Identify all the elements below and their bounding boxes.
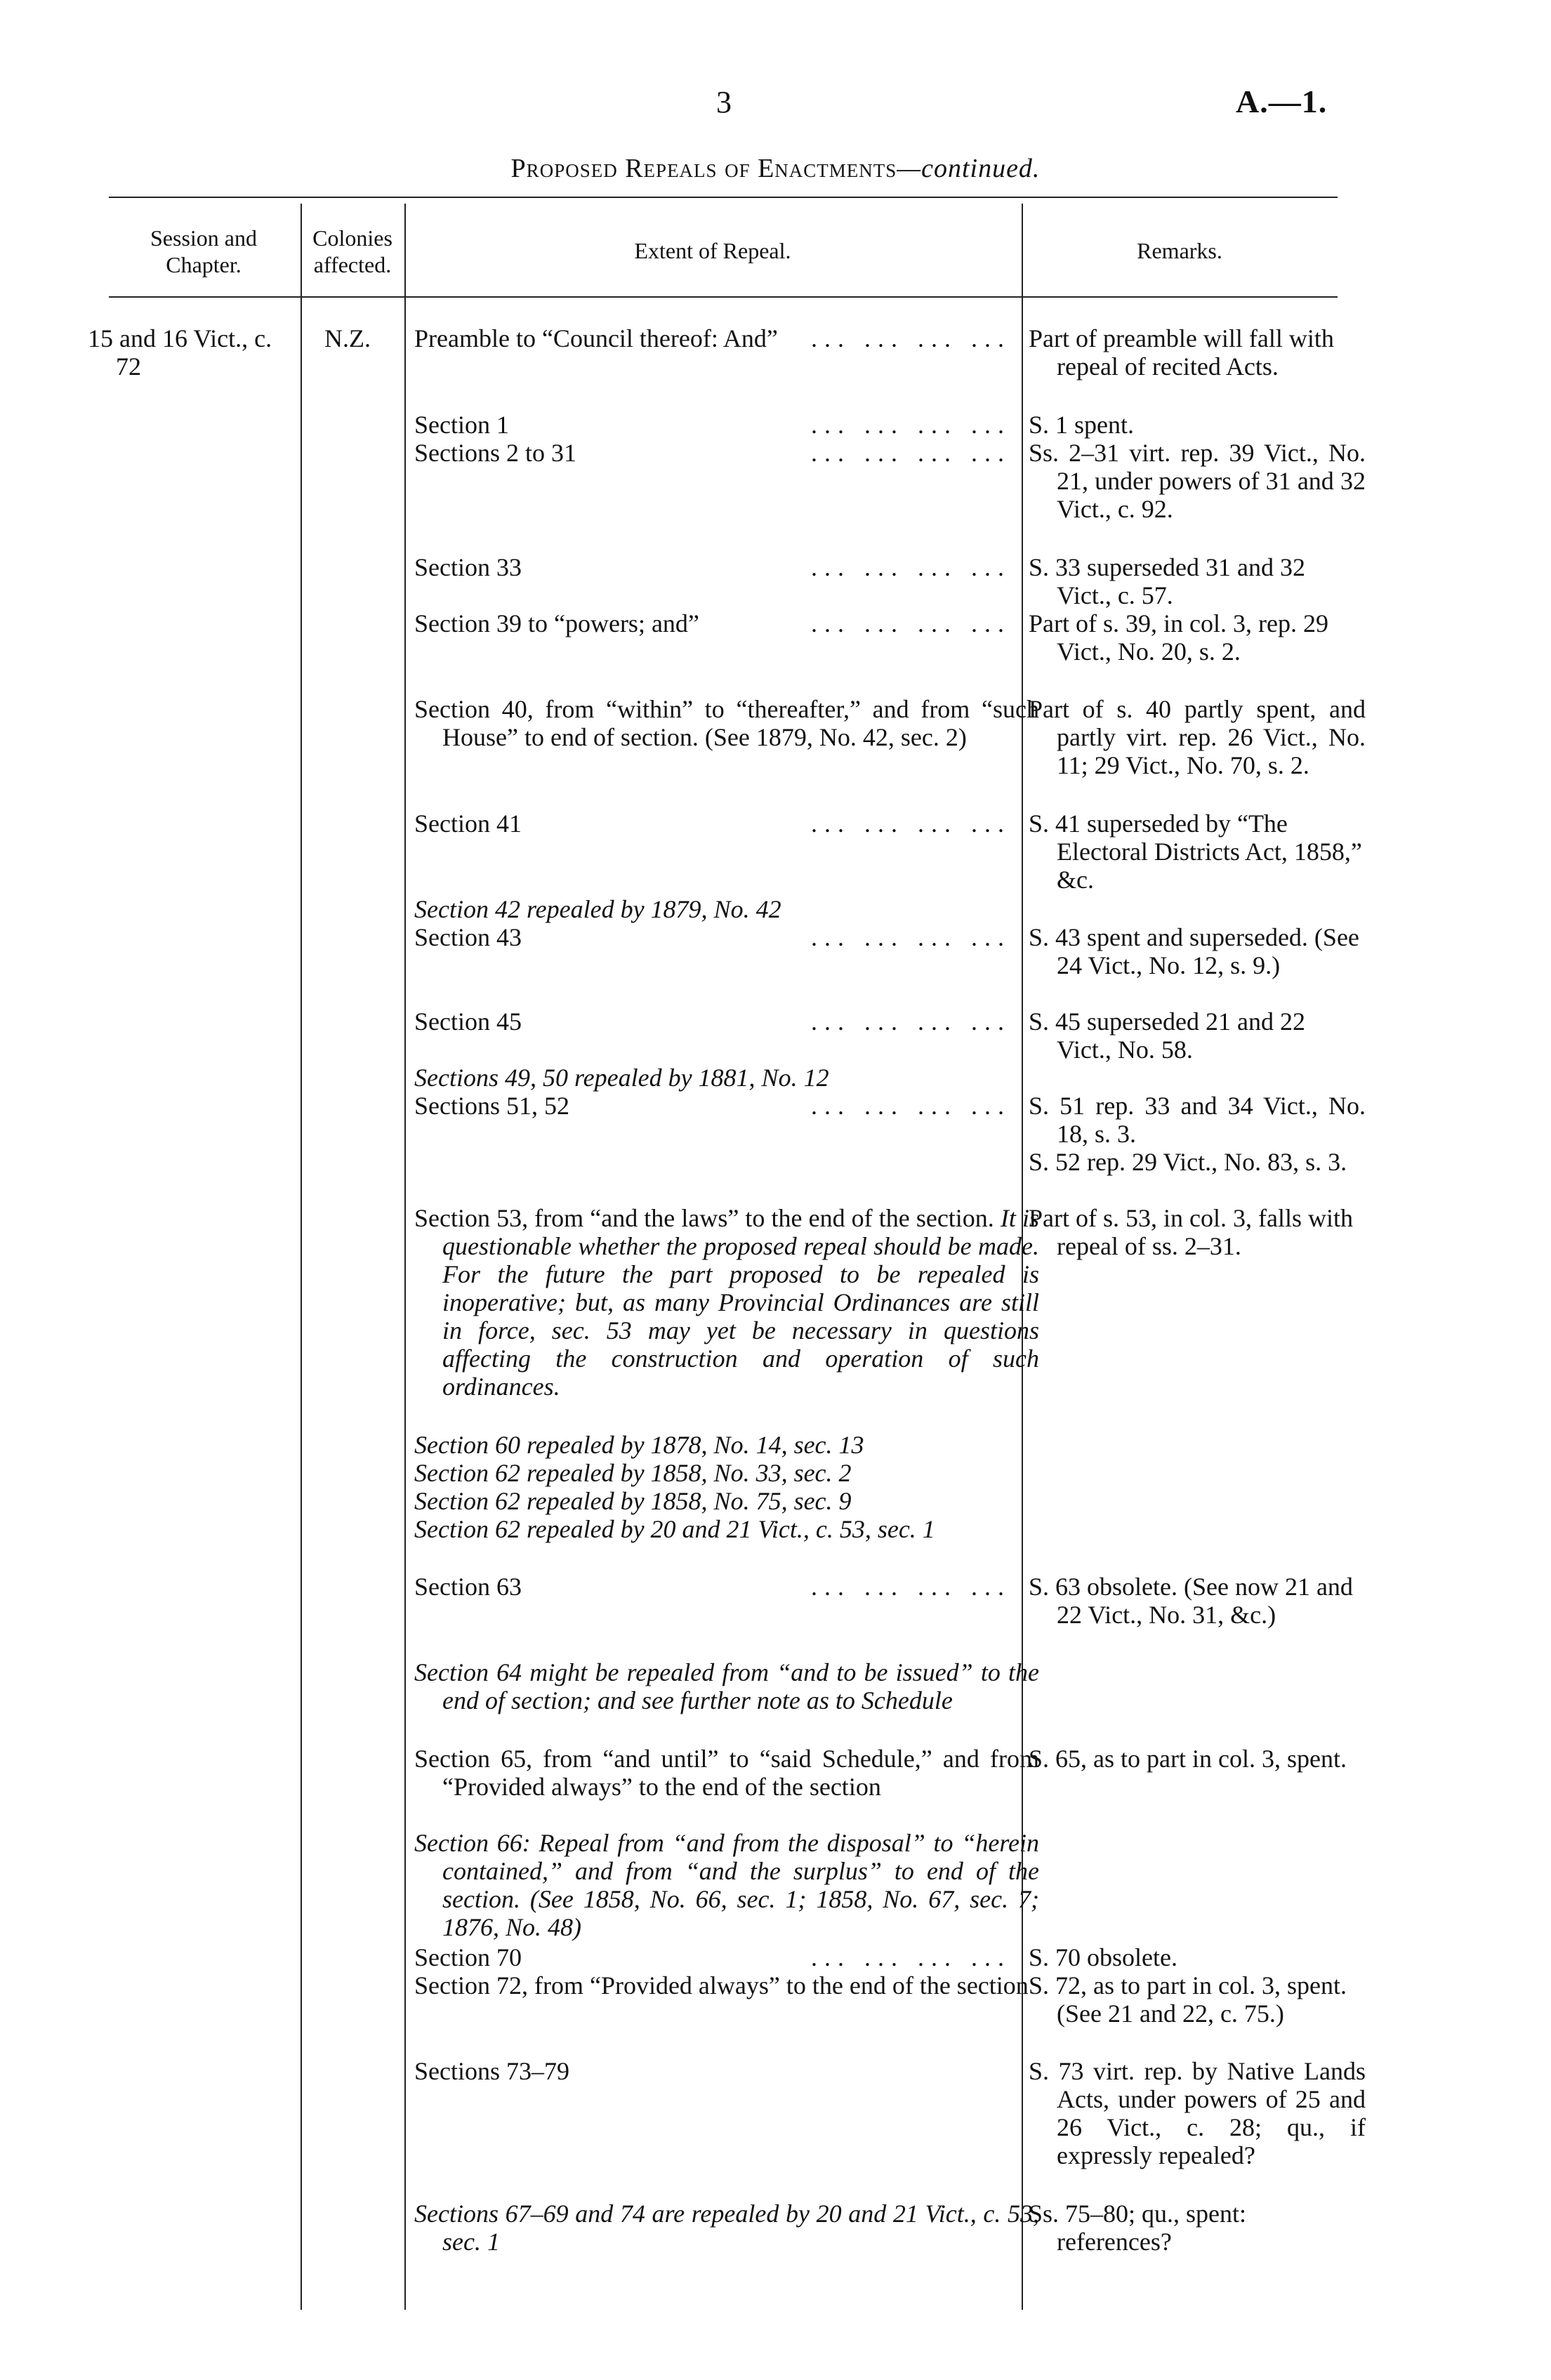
extent-text: Section 33 bbox=[414, 553, 522, 581]
extent-row-24: Sections 73–79 bbox=[414, 2057, 569, 2085]
extent-row-11 bbox=[414, 1092, 1011, 1120]
header-remarks: Remarks. bbox=[1137, 238, 1222, 263]
extent-row-13 bbox=[414, 1204, 1039, 1401]
header-extent: Extent of Repeal. bbox=[634, 238, 791, 263]
extent-row-5: Section 40, from “within” to “thereafter,” and from “such House” to end of section. (See 1879, No. 42, sec. 2) bbox=[414, 695, 1039, 751]
remark-row-3: S. 33 superseded 31 and 32 Vict., c. 57. bbox=[1029, 553, 1305, 609]
extent-row-22 bbox=[414, 1943, 1011, 1971]
title-text: Proposed Repeals of Enactments bbox=[510, 154, 897, 183]
remark-row-4: Part of s. 39, in col. 3, rep. 29 Vict., No. 20, s. 2. bbox=[1029, 609, 1328, 666]
remark-row-9: S. 45 superseded 21 and 22 Vict., No. 58. bbox=[1029, 1007, 1305, 1064]
leader-dots: ... ... ... ... bbox=[811, 1573, 1011, 1601]
page-number: 3 bbox=[716, 85, 732, 119]
extent-row-18 bbox=[414, 1573, 1011, 1601]
remark-row-22: S. 70 obsolete. bbox=[1029, 1943, 1177, 1971]
header-colonies: Colonies affected. bbox=[312, 225, 392, 277]
extent-text: Section 1 bbox=[414, 411, 509, 439]
extent-row-4 bbox=[414, 609, 1011, 637]
remark-row-20: S. 65, as to part in col. 3, spent. bbox=[1029, 1745, 1347, 1773]
remark-row-0: Part of preamble will fall with repeal of recited Acts. bbox=[1029, 324, 1334, 381]
remark-row-11: S. 51 rep. 33 and 34 Vict., No. 18, s. 3. bbox=[1029, 1092, 1366, 1148]
extent-row-17: Section 62 repealed by 20 and 21 Vict., c. 53, sec. 1 bbox=[414, 1515, 935, 1543]
extent-row-8 bbox=[414, 923, 1011, 951]
extent-row-23: Section 72, from “Provided always” to the end of the section bbox=[414, 1971, 1029, 1999]
extent-row-20: Section 65, from “and until” to “said Schedule,” and from “Provided always” to the end of the section bbox=[414, 1745, 1039, 1801]
extent-text: Section 45 bbox=[414, 1007, 522, 1036]
column-divider-2 bbox=[404, 204, 406, 2310]
extent-text: Section 39 to “powers; and” bbox=[414, 609, 699, 637]
extent-row-21: Section 66: Repeal from “and from the disposal” to “herein contained,” and from “and the surplus” to end of the section. (See 1858, No. 66, sec. 1; 1858, No. 67, sec. 7; 1876, No. 48) bbox=[414, 1829, 1039, 1941]
table-top-rule bbox=[109, 197, 1338, 198]
extent-row-10: Sections 49, 50 repealed by 1881, No. 12 bbox=[414, 1064, 829, 1092]
extent-row-2 bbox=[414, 439, 1011, 467]
remark-row-2: Ss. 2–31 virt. rep. 39 Vict., No. 21, under powers of 31 and 32 Vict., c. 92. bbox=[1029, 439, 1366, 523]
page-title bbox=[0, 153, 1551, 184]
extent-text: Section 41 bbox=[414, 809, 522, 838]
extent-text: Section 63 bbox=[414, 1573, 522, 1601]
remark-row-12: S. 52 rep. 29 Vict., No. 83, s. 3. bbox=[1029, 1148, 1347, 1176]
remark-row-18: S. 63 obsolete. (See now 21 and 22 Vict., No. 31, &c.) bbox=[1029, 1573, 1353, 1629]
session-chapter: 15 and 16 Vict., c. 72 bbox=[88, 324, 272, 381]
extent-row-16: Section 62 repealed by 1858, No. 75, sec. 9 bbox=[414, 1487, 852, 1515]
extent-note: It is questionable whether the proposed repeal should be made. For the future the part proposed to be repealed is inoperative; but, as many Provincial Ordinances are still in force, sec. 53 may yet be necessary in questions affecting the construction and operation of such ordinances. bbox=[442, 1204, 1039, 1401]
extent-row-14: Section 60 repealed by 1878, No. 14, sec. 13 bbox=[414, 1431, 864, 1459]
remark-row-8: S. 43 spent and superseded. (See 24 Vict., No. 12, s. 9.) bbox=[1029, 923, 1359, 979]
leader-dots: ... ... ... ... bbox=[811, 809, 1011, 838]
leader-dots: ... ... ... ... bbox=[811, 1943, 1011, 1971]
leader-dots: ... ... ... ... bbox=[811, 411, 1011, 439]
remark-row-5: Part of s. 40 partly spent, and partly virt. rep. 26 Vict., No. 11; 29 Vict., No. 70, s. 2. bbox=[1029, 695, 1366, 779]
extent-text: Section 53, from “and the laws” to the end of the section. bbox=[414, 1204, 994, 1232]
extent-row-0 bbox=[414, 324, 1011, 352]
extent-text: Section 43 bbox=[414, 923, 522, 951]
extent-text: Section 70 bbox=[414, 1943, 522, 1971]
leader-dots: ... ... ... ... bbox=[811, 1092, 1011, 1120]
extent-row-1 bbox=[414, 411, 1011, 439]
extent-text: Sections 51, 52 bbox=[414, 1092, 569, 1120]
column-divider-1 bbox=[301, 204, 302, 2310]
table-header-rule bbox=[109, 296, 1338, 298]
extent-row-9 bbox=[414, 1007, 1011, 1036]
remark-row-23: S. 72, as to part in col. 3, spent. (See 21 and 22, c. 75.) bbox=[1029, 1971, 1347, 2028]
title-suffix: —continued. bbox=[897, 154, 1041, 183]
remark-row-1: S. 1 spent. bbox=[1029, 411, 1135, 439]
remark-row-13: Part of s. 53, in col. 3, falls with repeal of ss. 2–31. bbox=[1029, 1204, 1353, 1260]
leader-dots: ... ... ... ... bbox=[811, 324, 1011, 352]
leader-dots: ... ... ... ... bbox=[811, 439, 1011, 467]
leader-dots: ... ... ... ... bbox=[811, 609, 1011, 637]
extent-text: Preamble to “Council thereof: And” bbox=[414, 324, 778, 352]
extent-row-6 bbox=[414, 809, 1011, 838]
extent-row-15: Section 62 repealed by 1858, No. 33, sec. 2 bbox=[414, 1459, 852, 1487]
extent-row-19: Section 64 might be repealed from “and to be issued” to the end of section; and see further note as to Schedule bbox=[414, 1658, 1039, 1714]
remark-row-24: S. 73 virt. rep. by Native Lands Acts, under powers of 25 and 26 Vict., c. 28; qu., if expressly repealed? bbox=[1029, 2057, 1366, 2169]
remark-row-25: Ss. 75–80; qu., spent: references? bbox=[1029, 2200, 1247, 2256]
extent-row-25: Sections 67–69 and 74 are repealed by 20 and 21 Vict., c. 53, sec. 1 bbox=[414, 2200, 1039, 2256]
header-session: Session and Chapter. bbox=[150, 225, 257, 277]
extent-row-7: Section 42 repealed by 1879, No. 42 bbox=[414, 895, 781, 923]
extent-row-3 bbox=[414, 553, 1011, 581]
colony: N.Z. bbox=[324, 324, 371, 352]
leader-dots: ... ... ... ... bbox=[811, 1007, 1011, 1036]
extent-text: Sections 2 to 31 bbox=[414, 439, 576, 467]
leader-dots: ... ... ... ... bbox=[811, 923, 1011, 951]
leader-dots: ... ... ... ... bbox=[811, 553, 1011, 581]
remark-row-6: S. 41 superseded by “The Electoral Districts Act, 1858,” &c. bbox=[1029, 809, 1362, 894]
document-reference: A.—1. bbox=[1236, 84, 1328, 119]
